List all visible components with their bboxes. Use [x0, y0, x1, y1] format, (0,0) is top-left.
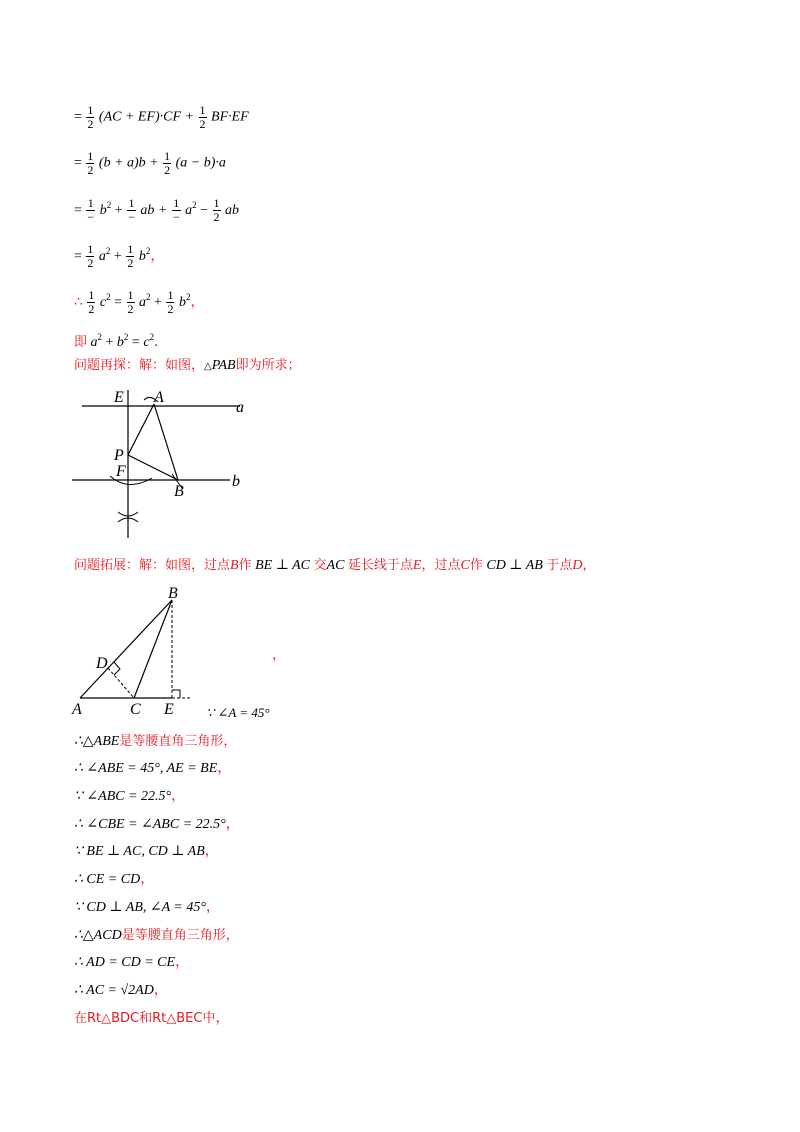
equation-line-6: 即 $a^2 + b^2 = c^2$．	[74, 332, 169, 350]
fraction-half: $\frac{1}{2}$	[87, 149, 94, 177]
equation-line-1: = $\frac{1}{2}$ (AC + EF)·CF + $\frac{1}{2}$ BF·EF	[74, 103, 249, 131]
label-a: A	[72, 701, 82, 717]
equation-line-3: = $\frac{1}{-}$ $b^2$ + $\frac{1}{-}$ ab + $\frac{1}{-}$ $a^2$ − $\frac{1}{2}$ ab	[74, 196, 240, 225]
label-p: P	[114, 447, 124, 464]
segment-bc	[134, 600, 172, 698]
proof-line-6: ∴ CE = CD，	[74, 872, 155, 887]
proof-line-2: ∴ ∠ABE = 45°, AE = BE，	[74, 761, 232, 776]
construction-figure	[70, 380, 270, 545]
segment-ab	[154, 404, 178, 480]
fraction-half: $\frac{1}{2}$	[88, 288, 95, 317]
segment-pb	[128, 455, 178, 480]
proof-line-11: 在Rt△BDC和Rt△BEC中，	[74, 1011, 230, 1026]
label-a: A	[154, 389, 164, 406]
segment-pa	[128, 404, 154, 455]
segment-cd	[108, 668, 134, 698]
equation-line-5: ∴ $\frac{1}{2}$ $c^2$ = $\frac{1}{2}$ $a^2$ + $\frac{1}{2}$ $b^2$，	[74, 288, 205, 317]
label-e: E	[164, 701, 174, 717]
proof-line-9: ∴ AD = CD = CE，	[74, 955, 190, 970]
label-b: B	[174, 483, 184, 500]
section-problem-extension: 问题拓展：解：如图，过点B作 BE ⊥ AC 交AC 延长线于点E，过点C作 CD ⊥ AB 于点D，	[74, 558, 596, 573]
proof-line-10: ∴ AC = √2AD，	[74, 983, 168, 998]
label-line-a: a	[236, 399, 244, 416]
fraction-half: $\frac{1}{2}$	[87, 242, 94, 271]
fraction-half: $\frac{1}{2}$	[164, 149, 171, 177]
right-angle-d	[114, 662, 120, 675]
fraction-half: $\frac{1}{2}$	[213, 196, 220, 225]
fraction-half: $\frac{1}{2}$	[199, 103, 206, 131]
fraction-half: $\frac{1}{-}$	[172, 196, 180, 225]
proof-line-7: ∵ CD ⊥ AB, ∠A = 45°，	[74, 900, 220, 915]
label-line-b: b	[232, 473, 240, 490]
proof-line-4: ∴ ∠CBE = ∠ABC = 22.5°，	[74, 817, 240, 832]
fraction-half: $\frac{1}{2}$	[87, 103, 94, 131]
stray-comma: ，	[272, 648, 286, 663]
label-b: B	[168, 585, 178, 602]
section-problem-revisit: 问题再探：解：如图，△PAB即为所求；	[74, 358, 301, 373]
proof-line-8: ∴△ACD是等腰直角三角形，	[74, 928, 239, 943]
equation-line-2: = $\frac{1}{2}$ (b + a)b + $\frac{1}{2}$ (a − b)·a	[74, 149, 226, 177]
angle-a-note: ∵ ∠A = 45°	[206, 705, 270, 720]
fraction-half: $\frac{1}{2}$	[127, 242, 134, 271]
proof-line-1: ∴△ABE是等腰直角三角形，	[74, 734, 237, 749]
proof-line-3: ∵ ∠ABC = 22.5°，	[74, 789, 186, 804]
equation-line-4: = $\frac{1}{2}$ $a^2$ + $\frac{1}{2}$ $b^2$，	[74, 242, 165, 271]
proof-line-5: ∵ BE ⊥ AC, CD ⊥ AB，	[74, 844, 219, 859]
label-d: D	[96, 655, 108, 672]
fraction-half: $\frac{1}{-}$	[87, 196, 95, 225]
fraction-half: $\frac{1}{2}$	[127, 288, 134, 317]
fraction-half: $\frac{1}{2}$	[167, 288, 174, 317]
label-f: F	[116, 463, 126, 480]
label-e: E	[114, 389, 124, 406]
right-angle-e	[172, 690, 180, 698]
segment-ab	[80, 600, 172, 698]
fraction-half: $\frac{1}{-}$	[128, 196, 135, 225]
label-c: C	[130, 701, 141, 717]
triangle-figure	[70, 582, 290, 717]
